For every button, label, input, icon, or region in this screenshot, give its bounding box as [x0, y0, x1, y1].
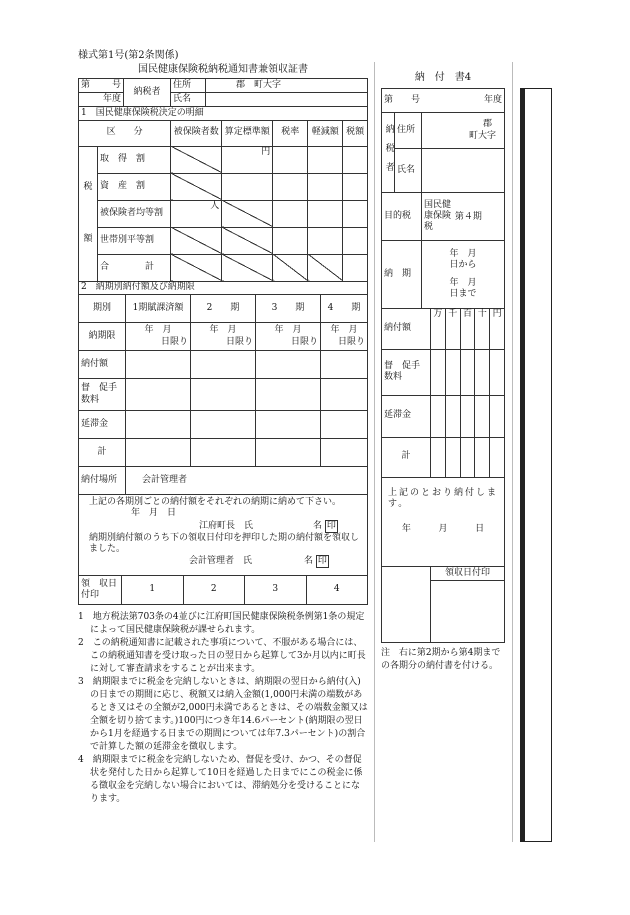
left-title: 国民健康保険税納税通知書兼領収証書 [138, 64, 308, 75]
deadline-ym: 年 月 [330, 325, 358, 336]
perforation-line-2 [512, 62, 513, 842]
address-label: 住所 [171, 79, 206, 93]
accountant-label: 会計管理者 氏 [189, 556, 253, 566]
tax-group-bottom: 額 [83, 233, 93, 244]
amount-table [381, 309, 505, 478]
row-per-capita: 被保険者均等割 [98, 200, 171, 227]
col-kubun: 区 分 [79, 120, 171, 146]
receipt-table [78, 576, 368, 605]
unit-nin: 人 [171, 200, 222, 227]
col-p2: 2 期 [191, 295, 256, 323]
slip-town: 町大字 [468, 130, 496, 141]
period-from-ym: 年 月 [449, 249, 477, 259]
edge-strip-bar [521, 89, 525, 841]
receipt-2: 2 [183, 576, 245, 604]
col-rate: 税率 [273, 120, 308, 146]
payment-row [79, 351, 368, 379]
slip-table [381, 88, 505, 309]
notes [78, 611, 368, 806]
sec2-title: 2 納期別納付額及び納期限 [79, 282, 368, 295]
payplace-label: 納付場所 [79, 467, 126, 495]
digit-sen: 千 [445, 309, 460, 349]
fee-row [79, 379, 368, 411]
tax-detail-table [78, 107, 368, 282]
slip-receipt-label: 領収日付印 [431, 567, 505, 581]
slip-late-label: 延滞金 [382, 395, 431, 437]
installment-table [78, 282, 368, 496]
note-3: 3 納期限までに税金を完納しないときは、納期限の翌日から納付(入)の日までの期間に応じ、税額又は納入金額(1,000円未満の端数があるとき又はその全額が2,000円未満であるときは、その端数金額又は全額を切り捨てます。)100円につき年14.6パーセント(納期限の翌日から1月を経過する日までの期間については年7.3パーセント)の割合で計算した額の延滞金を徴収します。 [78, 676, 368, 752]
slip-name: 氏名 [395, 149, 422, 193]
col-reduction: 軽減額 [308, 120, 343, 146]
deadline-day: 日限り [290, 336, 318, 347]
slip-nendo: 年度 [483, 94, 502, 105]
fee-label: 督 促手数料 [79, 379, 126, 411]
digit-juu: 十 [475, 309, 490, 349]
receipt-4: 4 [306, 576, 368, 604]
deadline-day: 日限り [160, 336, 188, 347]
period-to-ym: 年 月 [449, 277, 477, 288]
left-header-table [78, 78, 368, 107]
edge-strip [520, 88, 552, 842]
late-row [79, 411, 368, 439]
deadline-day: 日限り [225, 336, 253, 347]
col-insured: 被保険者数 [171, 120, 222, 146]
payplace-row [79, 467, 368, 495]
slip-dai: 第 [384, 94, 394, 105]
payplace-value: 会計管理者 [126, 467, 368, 495]
row-asset: 資 産 割 [98, 173, 171, 200]
digit-man: 万 [431, 309, 446, 349]
notice-box [78, 495, 368, 576]
deadline-row [79, 323, 368, 351]
deadline-ym: 年 月 [144, 325, 172, 336]
deadline-ym: 年 月 [274, 325, 302, 336]
dai-label: 第 [81, 79, 91, 90]
seal-mark-2: 印 [317, 556, 327, 566]
note-4: 4 納期限までに税金を完納しないため、督促を受け、かつ、その督促状を発付した日から起算して10日を経過した日までにこの税金に係る徴収金を完納しない場合においては、滞納処分を受けることになります。 [78, 754, 363, 804]
slip-year: 年 [401, 524, 411, 534]
purpose-label: 目的税 [382, 193, 422, 241]
payment-slip [381, 72, 505, 673]
col-p1: 1期賦課済額 [126, 295, 191, 323]
slip-title: 納 付 書4 [414, 72, 472, 83]
perforation-line-1 [374, 62, 375, 842]
mayor-label: 江府町長 氏 [199, 520, 254, 531]
slip-note-head: 注 [381, 648, 391, 658]
slip-total-label: 計 [382, 437, 431, 477]
period-to-d: 日まで [449, 288, 477, 299]
slip-note [381, 647, 505, 673]
slip-gun: 郡 [482, 119, 492, 130]
payment-label: 納付額 [79, 351, 126, 379]
mei-label: 名 [313, 520, 323, 531]
col-p4: 4 期 [321, 295, 368, 323]
nendo-label: 年度 [79, 93, 124, 107]
slip-go: 号 [411, 94, 421, 105]
receipt-3: 3 [245, 576, 307, 604]
notice-text-2: 納期別納付額のうち下の領収日付印を押印した期の納付額を領収しました。 [89, 532, 360, 554]
col-standard: 算定標準額 [222, 120, 273, 146]
town-label: 町大字 [254, 79, 282, 90]
period-from-d: 日から [449, 260, 477, 271]
late-label: 延滞金 [79, 411, 126, 439]
slip-address: 住所 [395, 113, 422, 149]
slip-taxpayer: 納税者 [383, 124, 394, 181]
total-label: 計 [79, 439, 126, 467]
digit-hyaku: 百 [460, 309, 475, 349]
note-1: 1 地方税法第703条の4並びに江府町国民健康保険税条例第1条の規定によって国民健康保険税が課せられます。 [78, 611, 365, 635]
period-label: 納 期 [382, 241, 422, 309]
deadline-ym: 年 月 [209, 325, 237, 336]
slip-notice: 上記のとおり納付します。 [388, 487, 499, 509]
notice-date: 年 月 日 [131, 508, 177, 519]
deadline-label: 納期限 [79, 323, 126, 351]
receipt-1: 1 [122, 576, 184, 604]
form-id: 様式第1号(第2条関係) [78, 50, 179, 61]
deadline-day: 日限り [337, 336, 365, 347]
left-notice-form [78, 64, 368, 806]
taxpayer-label: 納税者 [124, 79, 171, 107]
unit-yen: 円 [222, 146, 273, 173]
sec1-title: 1 国民健康保険税決定の明細 [79, 107, 368, 120]
tax-group-top: 税 [83, 182, 93, 193]
purpose-period: 第４期 [454, 212, 482, 222]
total-row [79, 439, 368, 467]
purpose-value: 国民健康保険税 [424, 200, 452, 232]
slip-receipt-table [381, 567, 505, 644]
receipt-label: 領 収日付印 [79, 576, 122, 604]
slip-notice-box [381, 478, 505, 567]
slip-fee-label: 督 促手数料 [382, 349, 431, 395]
row-income: 取 得 割 [98, 146, 171, 173]
mei-label-2: 名 [304, 556, 314, 566]
seal-mark: 印 [326, 520, 336, 531]
slip-month: 月 [438, 524, 448, 534]
note-2: 2 この納税通知書に記載された事項について、不服がある場合には、この納税通知書を受け取った日の翌日から起算して3か月以内に町長に対して審査請求をすることが出来ます。 [78, 637, 366, 674]
col-period: 期別 [79, 295, 126, 323]
row-total: 合 計 [98, 254, 171, 281]
slip-note-text: 右に第2期から第4期までの各期分の納付書を付ける。 [381, 648, 501, 671]
gun-label: 郡 [236, 79, 246, 90]
col-p3: 3 期 [256, 295, 321, 323]
name-label: 氏名 [171, 93, 206, 107]
go-label: 号 [111, 79, 121, 90]
notice-text-1: 上記の各期別ごとの納付額をそれぞれの納期に納めて下さい。 [89, 497, 342, 507]
slip-amount-label: 納付額 [382, 309, 431, 349]
digit-en: 円 [490, 309, 505, 349]
row-household: 世帯別平等割 [98, 227, 171, 254]
slip-day: 日 [475, 524, 485, 534]
col-tax: 税額 [343, 120, 368, 146]
